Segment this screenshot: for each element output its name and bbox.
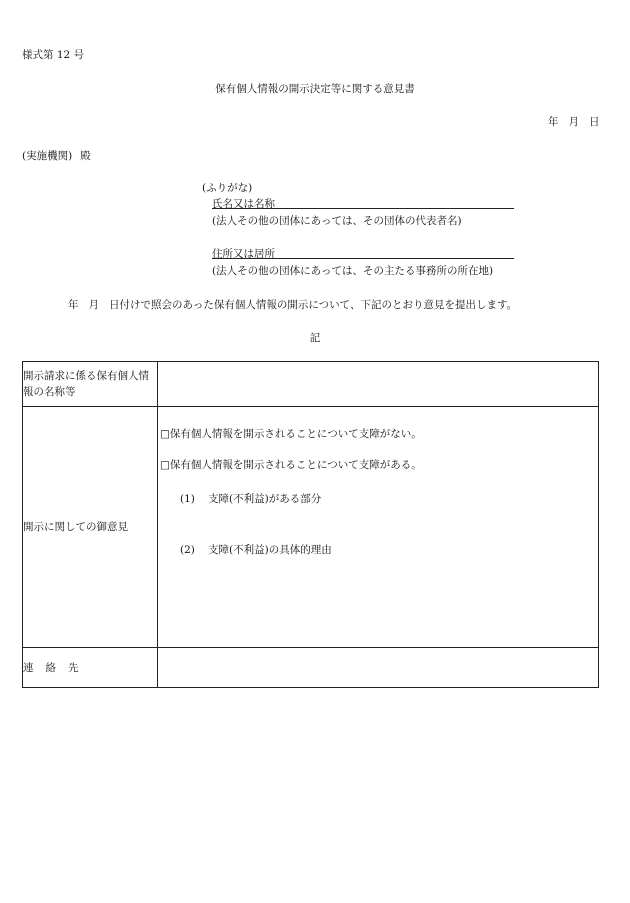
address-label: 住所又は居所 (212, 248, 275, 260)
sub-item-part (180, 491, 321, 506)
addressee-org: (実施機関) (22, 150, 73, 162)
address-field-line[interactable] (212, 258, 514, 259)
sub-item-text: 支障(不利益)の具体的理由 (208, 544, 332, 556)
request-info-field[interactable] (158, 362, 599, 407)
name-label: 氏名又は名称 (212, 198, 275, 210)
name-note: (法人その他の団体にあっては、その団体の代表者名) (212, 215, 462, 227)
table-row (23, 407, 599, 648)
sub-item-number: (2) (180, 544, 195, 556)
opinion-content (158, 407, 598, 647)
ki-heading: 記 (309, 332, 321, 344)
statement-month: 月 (88, 299, 99, 311)
name-field-line[interactable] (212, 208, 514, 209)
statement-year: 年 (68, 299, 79, 311)
date-line (548, 114, 600, 129)
option-hindrance[interactable]: □保有個人情報を開示されることについて支障がある。 (160, 459, 422, 471)
opinion-label: 開示に関しての御意見 (23, 407, 158, 648)
opinion-field[interactable] (158, 407, 599, 648)
addressee (22, 148, 91, 163)
contact-label (23, 648, 158, 688)
addressee-honorific: 殿 (80, 150, 91, 162)
document-title: 保有個人情報の開示決定等に関する意見書 (215, 83, 415, 95)
opinion-table (22, 361, 599, 688)
sub-item-text: 支障(不利益)がある部分 (208, 493, 322, 505)
sub-item-reason (180, 542, 332, 557)
table-row (23, 362, 599, 407)
request-info-label: 開示請求に係る保有個人情報の名称等 (23, 362, 158, 407)
furigana-label: (ふりがな) (202, 182, 253, 194)
date-month: 月 (568, 116, 579, 128)
sub-item-number: (1) (180, 493, 195, 505)
contact-char: 絡 (45, 661, 56, 674)
form-number: 様式第 12 号 (22, 49, 85, 61)
contact-char: 先 (68, 661, 79, 674)
statement (68, 297, 517, 312)
option-no-hindrance[interactable]: □保有個人情報を開示されることについて支障がない。 (160, 428, 422, 440)
address-note: (法人その他の団体にあっては、その主たる事務所の所在地) (212, 265, 494, 277)
statement-text: 日付けで照会のあった保有個人情報の開示について、下記のとおり意見を提出します。 (109, 299, 518, 311)
contact-char: 連 (23, 661, 34, 674)
contact-field[interactable] (158, 648, 599, 688)
date-day: 日 (589, 116, 600, 128)
date-year: 年 (548, 116, 559, 128)
table-row (23, 648, 599, 688)
